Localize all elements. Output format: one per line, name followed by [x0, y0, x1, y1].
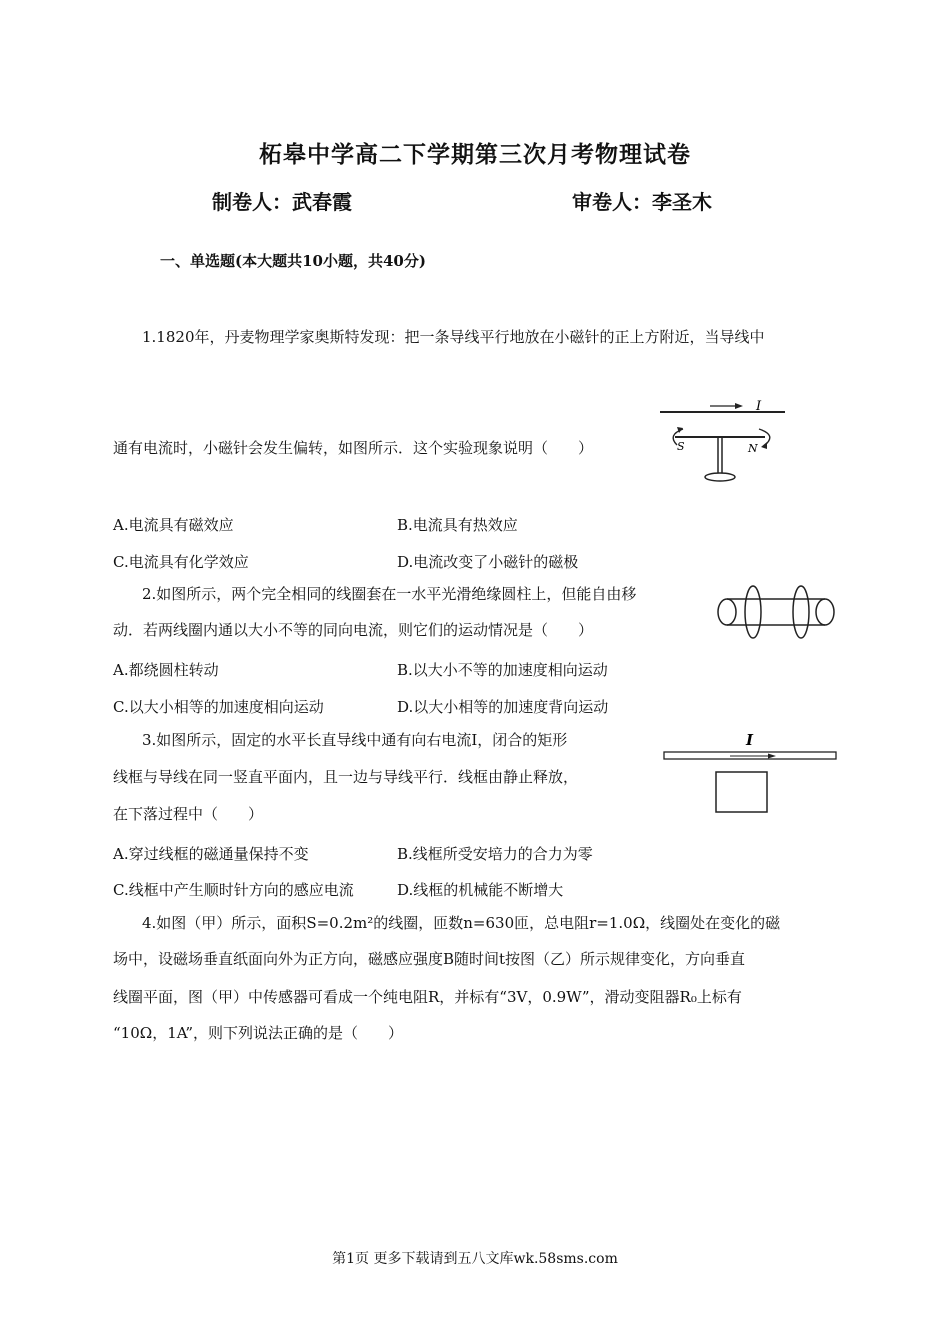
q3-fig-current-label: I	[746, 731, 754, 749]
q4-line4: “10Ω，1A”，则下列说法正确的是（ ）	[113, 1024, 404, 1042]
q1-option-d: D.电流改变了小磁针的磁极	[397, 553, 579, 571]
q2-option-a: A.都绕圆柱转动	[113, 661, 219, 679]
q3-option-c: C.线框中产生顺时针方向的感应电流	[113, 881, 354, 899]
q2-figure-coils-on-cylinder	[715, 582, 840, 642]
q1-option-c: C.电流具有化学效应	[113, 553, 249, 571]
q1-fig-n-label: N	[748, 442, 758, 455]
q1-option-a: A.电流具有磁效应	[113, 516, 234, 534]
q1-line1: 1.1820年，丹麦物理学家奥斯特发现：把一条导线平行地放在小磁针的正上方附近，当导线中	[142, 328, 765, 346]
reviewer-label: 审卷人：李圣木	[572, 190, 712, 214]
q3-line1: 3.如图所示，固定的水平长直导线中通有向右电流I，闭合的矩形	[142, 731, 568, 749]
section-heading: 一、单选题(本大题共10小题，共40分)	[160, 252, 426, 270]
q3-option-a: A.穿过线框的磁通量保持不变	[113, 845, 309, 863]
q1-base	[705, 473, 735, 481]
q2-cylinder-end-right	[816, 599, 834, 625]
q2-option-c: C.以大小相等的加速度相向运动	[113, 698, 324, 716]
q2-line2: 动．若两线圈内通以大小不等的同向电流，则它们的运动情况是（ ）	[113, 621, 594, 639]
q3-option-d: D.线框的机械能不断增大	[397, 881, 564, 899]
q3-line2: 线框与导线在同一竖直平面内，且一边与导线平行．线框由静止释放，	[113, 768, 579, 786]
q2-option-d: D.以大小相等的加速度背向运动	[397, 698, 609, 716]
q2-line1: 2.如图所示，两个完全相同的线圈套在一水平光滑绝缘圆柱上，但能自由移	[142, 585, 637, 603]
page-footer: 第1页 更多下载请到五八文库wk.58sms.com	[332, 1251, 618, 1267]
q3-figure-wire-loop	[660, 728, 840, 818]
q3-rect-loop	[716, 772, 767, 812]
q1-line2: 通有电流时，小磁针会发生偏转，如图所示．这个实验现象说明（ ）	[113, 439, 594, 457]
q3-option-b: B.线框所受安培力的合力为零	[397, 845, 593, 863]
page-title: 柘皋中学高二下学期第三次月考物理试卷	[259, 142, 691, 168]
q2-cylinder-end-left	[718, 599, 736, 625]
q1-fig-current-label: I	[756, 399, 762, 414]
q4-line1: 4.如图（甲）所示，面积S=0.2m²的线圈，匝数n=630匝，总电阻r=1.0Ω，线圈处在变化的磁	[142, 914, 781, 932]
q4-line2: 场中，设磁场垂直纸面向外为正方向，磁感应强度B随时间t按图（乙）所示规律变化，方向垂直	[113, 950, 746, 968]
q2-coil-right	[793, 586, 809, 638]
q1-option-b: B.电流具有热效应	[397, 516, 518, 534]
q3-line3: 在下落过程中（ ）	[113, 805, 264, 823]
q1-figure-wire-compass	[655, 395, 790, 485]
q2-coil-left	[745, 586, 761, 638]
maker-label: 制卷人：武春霞	[212, 190, 352, 214]
q4-line3: 线圈平面，图（甲）中传感器可看成一个纯电阻R，并标有“3V，0.9W”，滑动变阻器R₀上标有	[113, 988, 742, 1006]
q1-fig-s-label: S	[677, 440, 685, 453]
q2-option-b: B.以大小不等的加速度相向运动	[397, 661, 608, 679]
